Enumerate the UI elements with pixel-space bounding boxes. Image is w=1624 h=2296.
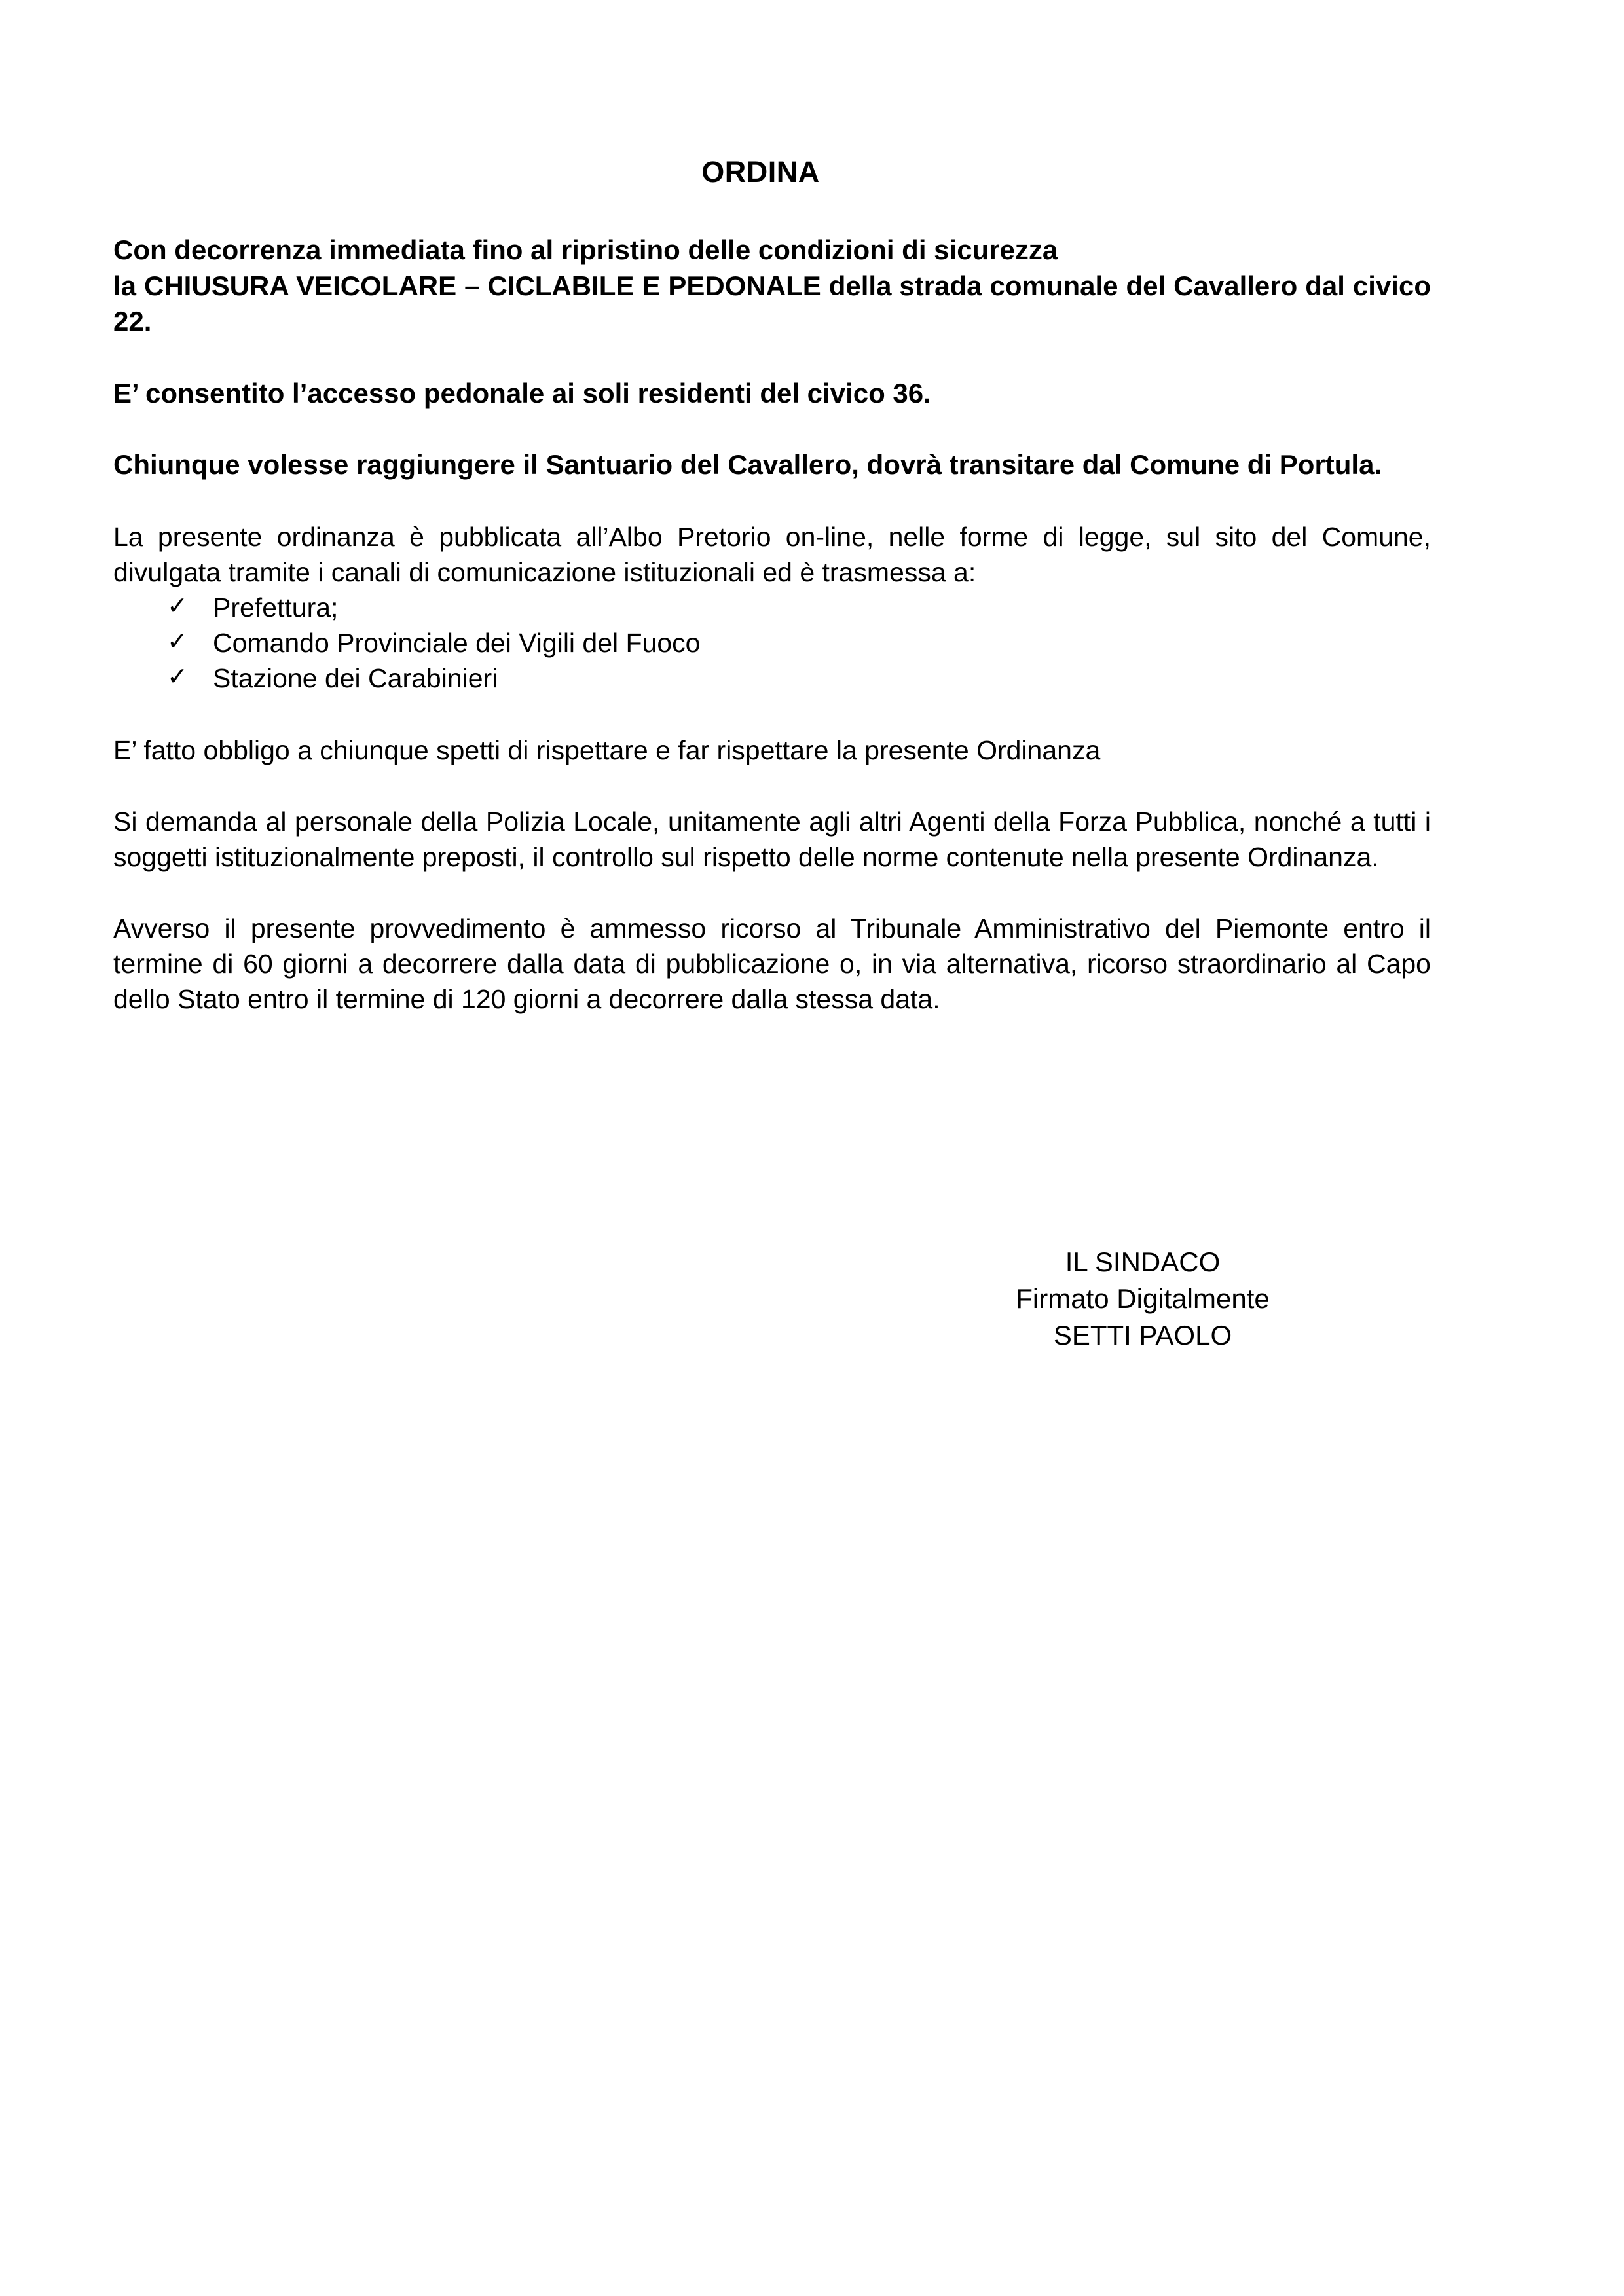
provision-1-line-1: Con decorrenza immediata fino al ripristino delle condizioni di sicurezza [113, 234, 1058, 265]
spacer [113, 697, 1431, 733]
list-item [113, 590, 1431, 625]
check-icon: ✓ [167, 628, 188, 656]
provision-1-line-2: la CHIUSURA VEICOLARE – CICLABILE E PEDONALE della strada comunale del Cavallero dal civico 22. [113, 270, 1431, 337]
check-icon: ✓ [167, 663, 188, 691]
spacer [113, 768, 1431, 804]
list-item [113, 661, 1431, 696]
list-item-label: Prefettura; [213, 592, 339, 623]
provision-3: Chiunque volesse raggiungere il Santuario del Cavallero, dovrà transitare dal Comune di Portula. [113, 449, 1382, 481]
signature-block [930, 1244, 1356, 1354]
provision-2: E’ consentito l’accesso pedonale ai soli residenti del civico 36. [113, 377, 931, 409]
publication-paragraph: La presente ordinanza è pubblicata all’Albo Pretorio on-line, nelle forme di legge, sul sito del Comune, divulgata tramite i canali di comunicazione istituzionali ed è trasmessa a: [113, 521, 1431, 588]
spacer [113, 411, 1431, 447]
list-item [113, 625, 1431, 661]
page-title: ORDINA [701, 155, 820, 189]
spacer [113, 340, 1431, 376]
list-item-label: Stazione dei Carabinieri [213, 663, 498, 694]
list-item-label: Comando Provinciale dei Vigili del Fuoco [213, 628, 701, 659]
spacer [113, 483, 1431, 519]
appeal-paragraph: Avverso il presente provvedimento è ammesso ricorso al Tribunale Amministrativo del Piemonte entro il termine di 60 giorni a decorrere dalla data di pubblicazione o, in via alternativa, ricorso straordinario al Capo dello Stato entro il termine di 120 giorni a decorrere dalla stessa data. [113, 913, 1431, 1015]
signature-method: Firmato Digitalmente [1016, 1283, 1270, 1314]
obligation-paragraph: E’ fatto obbligo a chiunque spetti di rispettare e far rispettare la presente Ordinanza [113, 735, 1101, 765]
enforcement-paragraph: Si demanda al personale della Polizia Locale, unitamente agli altri Agenti della Forza Pubblica, nonché a tutti i soggetti istituzionalmente preposti, il controllo sul rispetto delle norme contenute nella presente Ordinanza. [113, 806, 1431, 872]
check-icon: ✓ [167, 592, 188, 621]
recipients-list [113, 590, 1431, 696]
signature-role: IL SINDACO [1065, 1247, 1221, 1277]
spacer [113, 875, 1431, 911]
signature-name: SETTI PAOLO [1053, 1319, 1232, 1351]
spacer [113, 187, 1431, 232]
